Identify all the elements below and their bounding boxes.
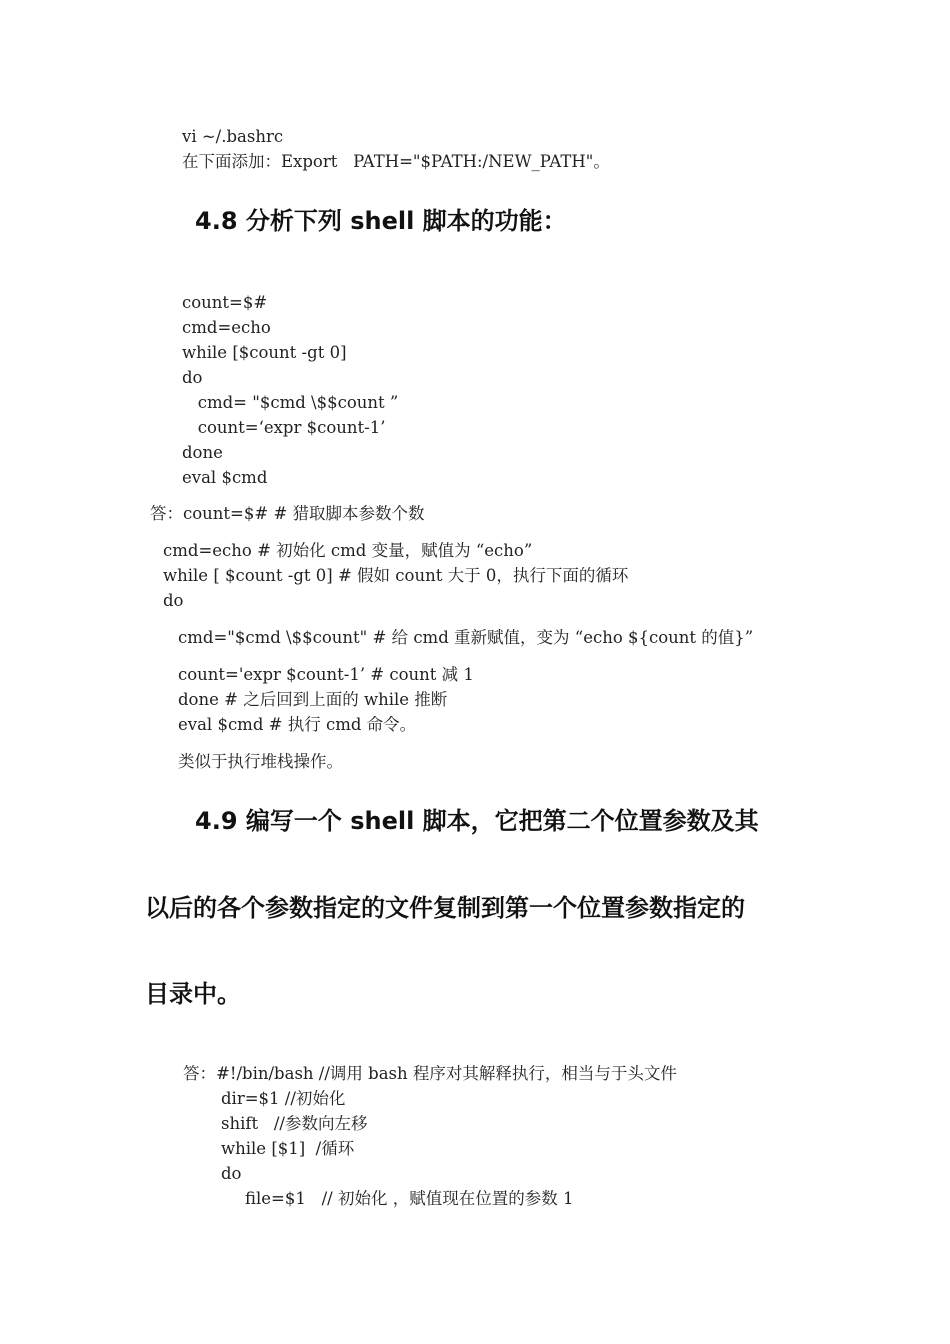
- code-line: cmd=echo: [182, 318, 271, 337]
- text-line: 在下面添加：Export PATH="$PATH:/NEW_PATH"。: [182, 152, 610, 171]
- code-line: eval $cmd: [182, 468, 268, 487]
- answer-line: shift //参数向左移: [221, 1114, 368, 1133]
- answer-line: dir=$1 //初始化: [221, 1089, 346, 1108]
- answer-line: cmd=echo # 初始化 cmd 变量，赋值为 “echo”: [163, 541, 533, 560]
- answer-line: count='expr $count-1’ # count 减 1: [178, 665, 474, 684]
- code-line: count=‘expr $count-1’: [182, 418, 386, 437]
- answer-line: while [$1] /循环: [221, 1139, 355, 1158]
- answer-line: 答：#!/bin/bash //调用 bash 程序对其解释执行，相当与于头文件: [183, 1064, 677, 1083]
- answer-line: do: [221, 1164, 242, 1183]
- code-line: while [$count -gt 0]: [182, 343, 347, 362]
- answer-line: 类似于执行堆栈操作。: [178, 752, 343, 771]
- answer-line: cmd="$cmd \$$count" # 给 cmd 重新赋值，变为 “echo ${count 的值}”: [178, 628, 754, 647]
- code-line: done: [182, 443, 223, 462]
- code-line: do: [182, 368, 203, 387]
- section-heading: 以后的各个参数指定的文件复制到第一个位置参数指定的: [145, 894, 745, 922]
- answer-line: do: [163, 591, 184, 610]
- section-heading: 4.9 编写一个 shell 脚本，它把第二个位置参数及其: [195, 807, 759, 835]
- section-heading: 4.8 分析下列 shell 脚本的功能：: [195, 207, 567, 235]
- text-line: vi ~/.bashrc: [182, 127, 284, 146]
- code-line: count=$#: [182, 293, 268, 312]
- answer-line: done # 之后回到上面的 while 推断: [178, 690, 448, 709]
- answer-line: eval $cmd # 执行 cmd 命令。: [178, 715, 417, 734]
- code-line: cmd= "$cmd \$$count ”: [182, 393, 399, 412]
- answer-line: file=$1 // 初始化 ，赋值现在位置的参数 1: [245, 1189, 574, 1208]
- answer-line: while [ $count -gt 0] # 假如 count 大于 0，执行下面的循环: [163, 566, 629, 585]
- section-heading: 目录中。: [145, 980, 241, 1008]
- answer-line: 答：count=$# # 猎取脚本参数个数: [150, 504, 425, 523]
